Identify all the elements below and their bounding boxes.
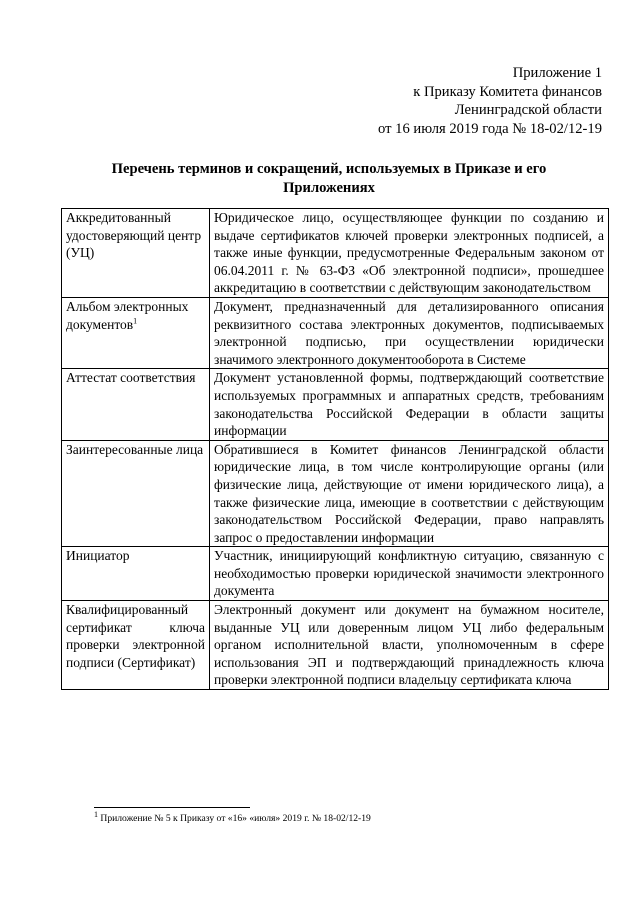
definition-cell: Электронный документ или документ на бумажном носителе, выданные УЦ или доверенным лицом УЦ либо федеральным органом исполнительной власти, уполномоченным в сфере использования ЭП и подтверждающий принадлежность ключа проверки электронной подписи владельцу сертификата ключа <box>210 601 609 690</box>
term-cell: Аккредитованный удостоверяющий центр (УЦ) <box>62 209 210 298</box>
footnote-marker: 1 <box>94 809 98 819</box>
definition-cell: Документ установленной формы, подтверждающий соответствие используемых программных и аппаратных средств, требованиям законодательства Российской Федерации в области защиты информации <box>210 369 609 440</box>
table-row <box>62 297 609 368</box>
footnote-text: Приложение № 5 к Приказу от «16» «июля» 2019 г. № 18-02/12-19 <box>100 813 371 824</box>
header-line-3: Ленинградской области <box>454 102 602 119</box>
header-line-1: Приложение 1 <box>512 65 602 81</box>
terms-table <box>61 208 609 690</box>
term-cell: Заинтересованные лица <box>62 440 210 547</box>
table-row <box>62 547 609 601</box>
term-cell <box>62 297 210 368</box>
definition-cell: Участник, инициирующий конфликтную ситуацию, связанную с необходимостью проверки юридической значимости электронного документа <box>210 547 609 601</box>
term-text: Альбом электронных документов <box>66 298 189 332</box>
document-title <box>60 160 598 197</box>
definition-cell: Документ, предназначенный для детализированного описания реквизитного состава электронных документов, подписываемых электронной подписью, при осуществлении юридически значимого электронного документооборота в Системе <box>210 297 609 368</box>
footnote-reference: 1 <box>133 316 138 326</box>
term-cell: Квалифицированный сертификат ключа проверки электронной подписи (Сертификат) <box>62 601 210 690</box>
header-line-4: от 16 июля 2019 года № 18-02/12-19 <box>378 120 602 137</box>
footnote-divider <box>94 807 250 808</box>
table-row <box>62 440 609 547</box>
table-row <box>62 601 609 690</box>
definition-cell: Юридическое лицо, осуществляющее функции по созданию и выдаче сертификатов ключей проверки электронных подписей, а также иные функции, предусмотренные Федеральным законом от 06.04.2011 г. № 63-ФЗ «Об электронной подписи», прошедшее аккредитацию в соответствии с действующим законодательством <box>210 209 609 298</box>
definition-cell: Обратившиеся в Комитет финансов Ленинградской области юридические лица, в том числе контролирующие органы (или физические лица, действующие от имени юридического лица), а также физические лица, имеющие в соответствии с действующим законодательством Российской Федерации, право направлять запрос о предоставлении информации <box>210 440 609 547</box>
term-cell: Инициатор <box>62 547 210 601</box>
table-row <box>62 209 609 298</box>
term-cell: Аттестат соответствия <box>62 369 210 440</box>
title-line-2: Приложениях <box>283 179 375 196</box>
document-header <box>378 64 602 138</box>
header-line-2: к Приказу Комитета финансов <box>413 83 602 100</box>
table-row <box>62 369 609 440</box>
footnote <box>94 809 371 825</box>
title-line-1: Перечень терминов и сокращений, используемых в Приказе и его <box>111 161 547 177</box>
